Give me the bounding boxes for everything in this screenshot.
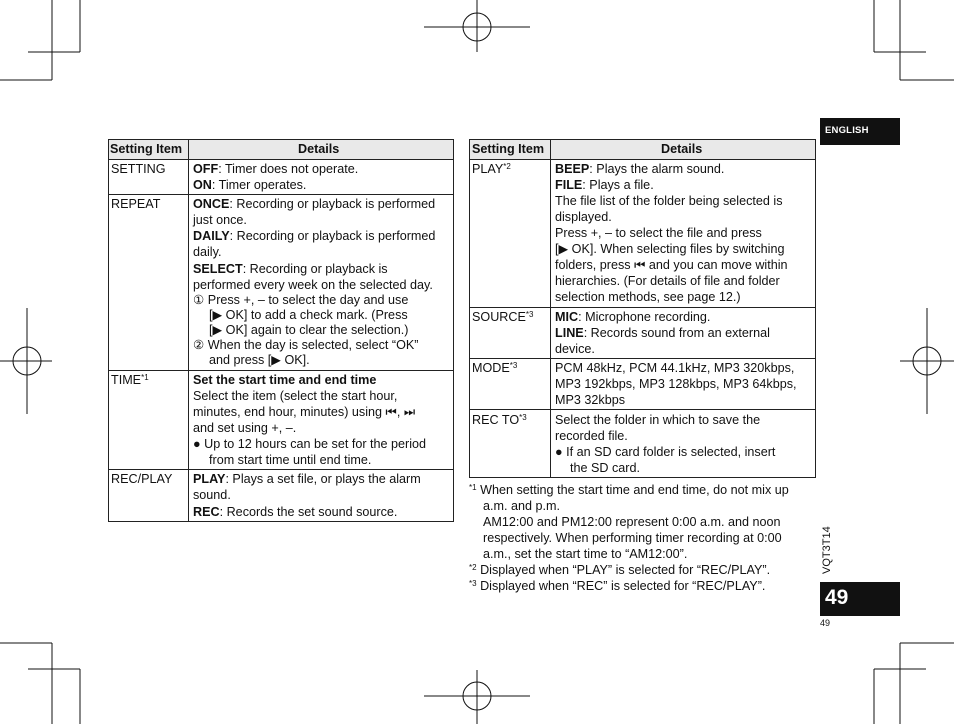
details-line [193, 471, 421, 487]
details-line [193, 177, 306, 193]
details-line [193, 504, 397, 520]
details-line: displayed. [555, 210, 612, 224]
details-line: hierarchies. (For details of file and folder [555, 274, 780, 288]
details-line: folders, press ⏮ and you can move within [555, 258, 788, 272]
row-label-time [111, 372, 149, 388]
text: : Records sound from an external [583, 326, 770, 340]
details-line: MP3 32kbps [555, 393, 626, 407]
footnote-2 [469, 562, 770, 578]
footnote-mark: *1 [469, 483, 477, 492]
details-line: selection methods, see page 12.) [555, 290, 741, 304]
rule [469, 307, 816, 308]
text: Displayed when “REC” is selected for “REC/PLAY”. [480, 579, 766, 593]
footnote-ref: *2 [503, 162, 511, 171]
rule [108, 469, 454, 470]
text: When setting the start time and end time, do not mix up [480, 483, 789, 497]
text: : Plays a file. [582, 178, 654, 192]
details-line: ● If an SD card folder is selected, insert [555, 445, 776, 459]
details-line: [▶ OK]. When selecting files by switching [555, 242, 785, 256]
text: : Recording or playback is [242, 262, 388, 276]
column-header-setting-item: Setting Item [472, 142, 545, 156]
rule [469, 139, 816, 140]
text: : Plays the alarm sound. [589, 162, 725, 176]
rule [469, 139, 470, 478]
language-label: ENGLISH [825, 125, 869, 136]
details-line: just once. [193, 213, 247, 227]
rule [469, 358, 816, 359]
details-line: PCM 48kHz, PCM 44.1kHz, MP3 320kbps, [555, 361, 795, 375]
term: MIC [555, 310, 579, 324]
details-line: Set the start time and end time [193, 373, 377, 387]
rule [469, 477, 816, 478]
footnote-ref: *3 [519, 413, 527, 422]
details-line: recorded file. [555, 429, 628, 443]
details-line: performed every week on the selected day. [193, 278, 433, 292]
label: SOURCE [472, 310, 526, 324]
details-line: ① Press +, – to select the day and use [193, 293, 409, 307]
details-line: sound. [193, 488, 231, 502]
details-line: device. [555, 342, 595, 356]
row-label-source [472, 309, 533, 325]
rule [815, 139, 816, 478]
text: : Microphone recording. [578, 310, 711, 324]
term: DAILY [193, 229, 230, 243]
rule [108, 159, 454, 160]
column-header-setting-item: Setting Item [110, 142, 183, 156]
details-line [555, 161, 724, 177]
footnote-3 [469, 578, 765, 594]
term: OFF [193, 162, 219, 176]
details-line: daily. [193, 245, 222, 259]
label: REC TO [472, 413, 520, 427]
column-header-details: Details [298, 142, 340, 156]
page-number-small: 49 [820, 618, 831, 628]
text: Displayed when “PLAY” is selected for “REC/PLAY”. [480, 563, 771, 577]
details-line [555, 177, 654, 193]
term: ONCE [193, 197, 230, 211]
footnote-line: respectively. When performing timer recording at 0:00 [483, 531, 782, 545]
row-label-repeat: REPEAT [111, 197, 161, 211]
details-line [193, 261, 388, 277]
footnote-line: a.m. and p.m. [483, 499, 560, 513]
rule [469, 409, 816, 410]
text: : Timer does not operate. [218, 162, 359, 176]
details-line: and press [▶ OK]. [209, 353, 310, 367]
term: PLAY [193, 472, 226, 486]
details-line: The file list of the folder being selected is [555, 194, 783, 208]
details-line: ② When the day is selected, select “OK” [193, 338, 419, 352]
rule [550, 139, 551, 478]
term: SELECT [193, 262, 243, 276]
row-label-play [472, 161, 511, 177]
rule [108, 194, 454, 195]
footnote-mark: *3 [469, 579, 477, 588]
rule [108, 139, 109, 522]
details-line: Press +, – to select the file and press [555, 226, 762, 240]
details-line: Select the item (select the start hour, [193, 389, 398, 403]
column-header-details: Details [661, 142, 703, 156]
term: LINE [555, 326, 584, 340]
rule [453, 139, 454, 522]
details-line [555, 309, 710, 325]
label: TIME [111, 373, 142, 387]
row-label-setting: SETTING [111, 162, 166, 176]
rule [188, 139, 189, 522]
details-line [193, 161, 358, 177]
details-line: Select the folder in which to save the [555, 413, 761, 427]
label: MODE [472, 361, 510, 375]
rule [469, 159, 816, 160]
rule [108, 139, 454, 140]
term: ON [193, 178, 212, 192]
details-line: [▶ OK] again to clear the selection.) [209, 323, 409, 337]
text: : Plays a set file, or plays the alarm [225, 472, 421, 486]
text: : Timer operates. [211, 178, 307, 192]
details-line [555, 325, 770, 341]
page-number: 49 [825, 586, 849, 609]
footnote-ref: *3 [509, 361, 518, 370]
document-code: VQT3T14 [821, 526, 833, 574]
footnote-ref: *3 [525, 310, 534, 319]
details-line [193, 196, 435, 212]
rule [108, 521, 454, 522]
details-line: minutes, end hour, minutes) using ⏮, ⏭ [193, 405, 416, 419]
details-line [193, 228, 435, 244]
row-label-rec-play: REC/PLAY [111, 472, 173, 486]
text: : Records the set sound source. [219, 505, 398, 519]
footnote-line: AM12:00 and PM12:00 represent 0:00 a.m. and noon [483, 515, 781, 529]
text: : Recording or playback is performed [229, 229, 436, 243]
term: BEEP [555, 162, 590, 176]
footnote-1 [469, 482, 789, 498]
details-line: [▶ OK] to add a check mark. (Press [209, 308, 408, 322]
term: FILE [555, 178, 583, 192]
row-label-mode [472, 360, 517, 376]
label: PLAY [472, 162, 504, 176]
details-line: and set using +, –. [193, 421, 297, 435]
rule [108, 370, 454, 371]
details-line: from start time until end time. [209, 453, 372, 467]
row-label-rec-to [472, 412, 527, 428]
details-line: the SD card. [570, 461, 640, 475]
details-line: MP3 192kbps, MP3 128kbps, MP3 64kbps, [555, 377, 797, 391]
footnote-ref: *1 [141, 373, 149, 382]
term: REC [193, 505, 220, 519]
footnote-mark: *2 [469, 563, 477, 572]
text: : Recording or playback is performed [229, 197, 436, 211]
details-line: ● Up to 12 hours can be set for the period [193, 437, 427, 451]
footnote-line: a.m., set the start time to “AM12:00”. [483, 547, 688, 561]
